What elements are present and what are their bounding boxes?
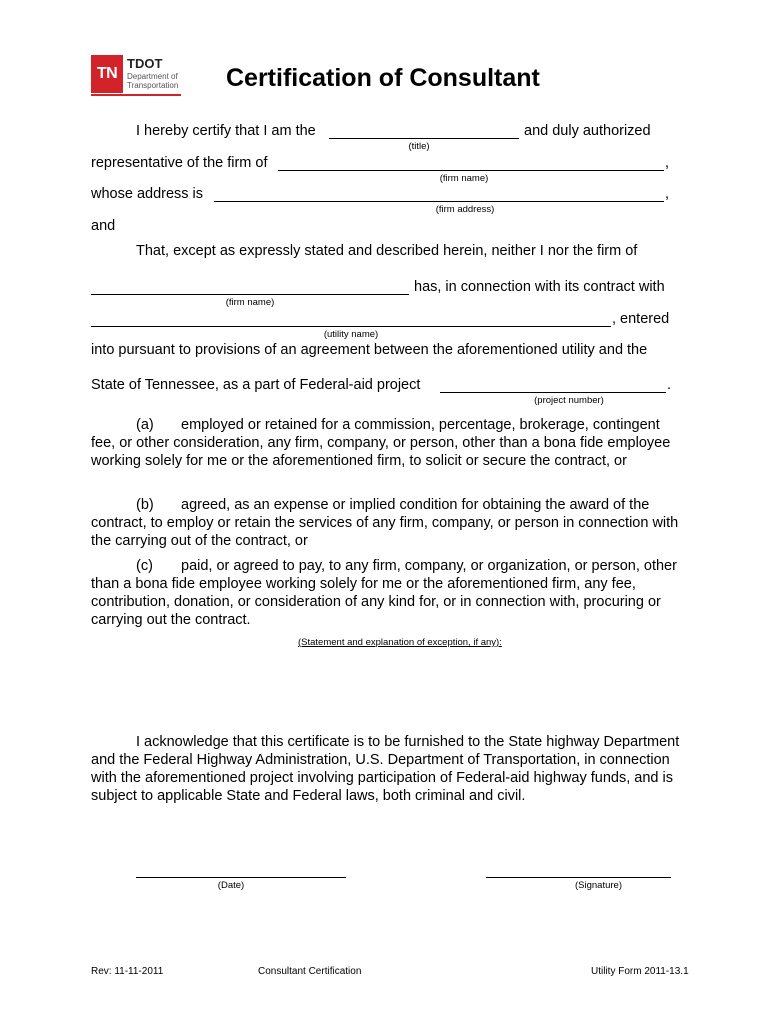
except-text: That, except as expressly stated and described herein, neither I nor the firm of xyxy=(136,243,638,259)
footer-form-number: Utility Form 2011-13.1 xyxy=(591,966,689,977)
page-title: Certification of Consultant xyxy=(226,64,540,92)
acknowledgement xyxy=(91,733,683,805)
authorized-text: and duly authorized xyxy=(524,123,651,139)
tn-logo-mark: TN xyxy=(91,55,123,93)
representative-text: representative of the firm of xyxy=(91,155,268,171)
date-caption: (Date) xyxy=(217,880,245,891)
comma-1: , xyxy=(665,155,670,171)
logo-subtitle-line-1: Department of xyxy=(127,72,178,81)
firm-name-caption-2: (firm name) xyxy=(225,297,275,308)
project-number-field[interactable] xyxy=(440,392,666,393)
utility-name-caption: (utility name) xyxy=(323,329,379,340)
entered-text: , entered xyxy=(612,311,670,327)
clause-b-text: agreed, as an expense or implied condition for obtaining the award of the contract, to employ or retain the services of any firm, company, or person in connection with the carrying out of the contract, or xyxy=(91,497,679,549)
exception-caption: (Statement and explanation of exception, if any): xyxy=(298,637,502,648)
footer-revision: Rev: 11-11-2011 xyxy=(91,966,164,977)
clause-b xyxy=(91,496,683,550)
clause-c-label: (c) xyxy=(136,558,153,574)
address-text: whose address is xyxy=(91,186,204,202)
firm-address-caption: (firm address) xyxy=(435,204,495,215)
exception-statement-area[interactable] xyxy=(91,652,681,722)
contract-with-text: has, in connection with its contract with xyxy=(414,279,665,295)
title-caption: (title) xyxy=(408,141,430,152)
signature-field[interactable] xyxy=(486,877,671,878)
and-text: and xyxy=(91,218,116,234)
period-text: . xyxy=(667,377,672,393)
clause-b-label: (b) xyxy=(136,497,154,513)
firm-name-field[interactable] xyxy=(278,170,664,171)
firm-name-field-2[interactable] xyxy=(91,294,409,295)
logo-underline xyxy=(91,94,181,96)
clause-a-text: employed or retained for a commission, percentage, brokerage, contingent fee, or other consideration, any firm, company, or person, other than a bona fide employee working solely for me or the aforementioned firm, to solicit or secure the contract, or xyxy=(91,417,671,469)
logo-subtitle xyxy=(127,72,187,90)
firm-name-caption: (firm name) xyxy=(439,173,489,184)
logo-tdot-text: TDOT xyxy=(127,56,163,71)
comma-2: , xyxy=(665,186,670,202)
project-number-caption: (project number) xyxy=(534,395,604,406)
clause-a-label: (a) xyxy=(136,417,154,433)
signature-caption: (Signature) xyxy=(575,880,622,891)
clause-c xyxy=(91,557,683,629)
acknowledgement-text: I acknowledge that this certificate is to be furnished to the State highway Department and the Federal Highway Administration, U.S. Department of Transportation, in connection with the aforementioned project involving participation of Federal-aid highway funds, and is subject to applicable State and Federal laws, both criminal and civil. xyxy=(91,734,680,804)
logo-subtitle-line-2: Transportation xyxy=(127,81,179,90)
firm-address-field[interactable] xyxy=(214,201,664,202)
footer-title: Consultant Certification xyxy=(258,966,362,977)
certify-text: I hereby certify that I am the xyxy=(136,123,316,139)
utility-name-field[interactable] xyxy=(91,326,611,327)
date-field[interactable] xyxy=(136,877,346,878)
state-text: State of Tennessee, as a part of Federal-aid project xyxy=(91,377,421,393)
clause-a xyxy=(91,416,683,470)
pursuant-text: into pursuant to provisions of an agreement between the aforementioned utility and the xyxy=(91,342,648,358)
clause-c-text: paid, or agreed to pay, to any firm, company, or organization, or person, other than a bona fide employee working solely for me or the aforementioned firm, any fee, contribution, donation, or consideration of any kind for, or in connection with, procuring or carrying out the contract. xyxy=(91,558,677,628)
title-field[interactable] xyxy=(329,138,519,139)
